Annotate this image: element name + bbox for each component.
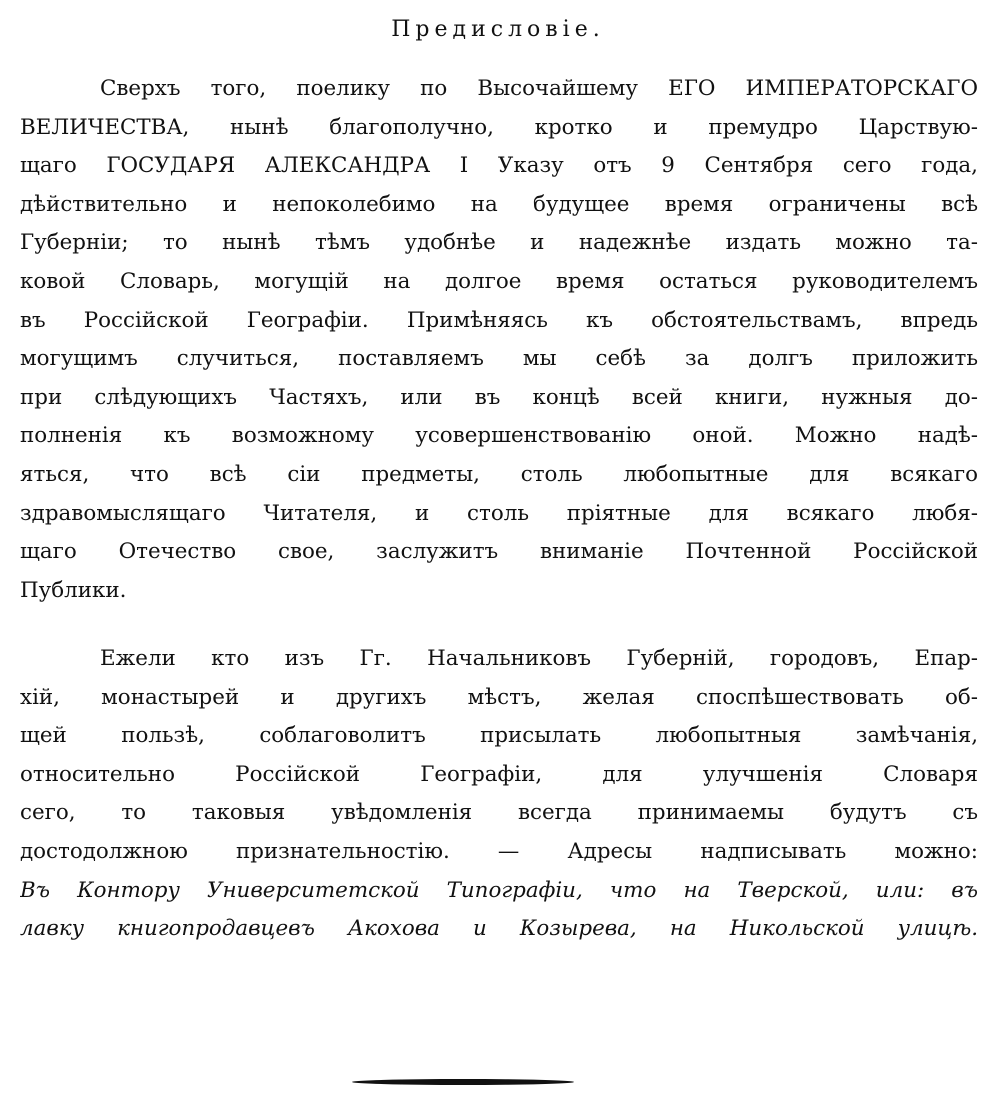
preface-paragraph-2: [20, 640, 978, 949]
text-line: щаго ГОСУДАРЯ АЛЕКСАНДРА I Указу отъ 9 Сентября сего года,: [20, 153, 978, 179]
text-line: могущимъ случиться, поставляемъ мы себѣ за долгъ приложить: [20, 346, 978, 372]
address-line: Въ Контору Университетской Типографіи, что на Тверской, или: въ: [20, 877, 978, 903]
text-line: здравомыслящаго Читателя, и столь пріятные для всякаго любя-: [20, 500, 978, 526]
text-line: щей пользѣ, соблаговолитъ присылать любопытныя замѣчанія,: [20, 723, 978, 749]
text-line: Ежели кто изъ Гг. Начальниковъ Губерній, городовъ, Епар-: [100, 646, 978, 671]
text-line: Губерніи; то нынѣ тѣмъ удобнѣе и надежнѣе издать можно та-: [20, 230, 978, 256]
address-line: лавку книгопродавцевъ Акохова и Козырева, на Никольской улицѣ.: [20, 916, 978, 942]
text-line: ковой Словарь, могущій на долгое время остаться руководителемъ: [20, 268, 978, 294]
text-line: дѣйствительно и непоколебимо на будущее время ограничены всѣ: [20, 191, 978, 217]
text-line: щаго Отечество свое, заслужитъ вниманіе Почтенной Россійской: [20, 539, 978, 565]
text-line: Сверхъ того, поелику по Высочайшему ЕГО ИМПЕРАТОРСКАГО: [100, 76, 978, 101]
text-line: яться, что всѣ сіи предметы, столь любопытные для всякаго: [20, 461, 978, 487]
text-line: при слѣдующихъ Частяхъ, или въ концѣ всей книги, нужныя до-: [20, 384, 978, 410]
page-title: Предисловіе.: [391, 17, 605, 42]
ornamental-rule: [352, 1079, 574, 1085]
text-line: ВЕЛИЧЕСТВА, нынѣ благополучно, кротко и премудро Царствую-: [20, 114, 978, 140]
text-line: достодолжною признательностію. — Адресы надписывать можно:: [20, 838, 978, 864]
text-line: хій, монастырей и другихъ мѣстъ, желая споспѣшествовать об-: [20, 684, 978, 710]
text-line: полненія къ возможному усовершенствованію оной. Можно надѣ-: [20, 423, 978, 449]
text-line: сего, то таковыя увѣдомленія всегда принимаемы будутъ съ: [20, 800, 978, 826]
text-line: Публики.: [20, 577, 127, 603]
text-line: относительно Россійской Географіи, для улучшенія Словаря: [20, 761, 978, 787]
text-line: въ Россійской Географіи. Примѣняясь къ обстоятельствамъ, впредь: [20, 307, 978, 333]
preface-paragraph-1: [20, 70, 978, 610]
